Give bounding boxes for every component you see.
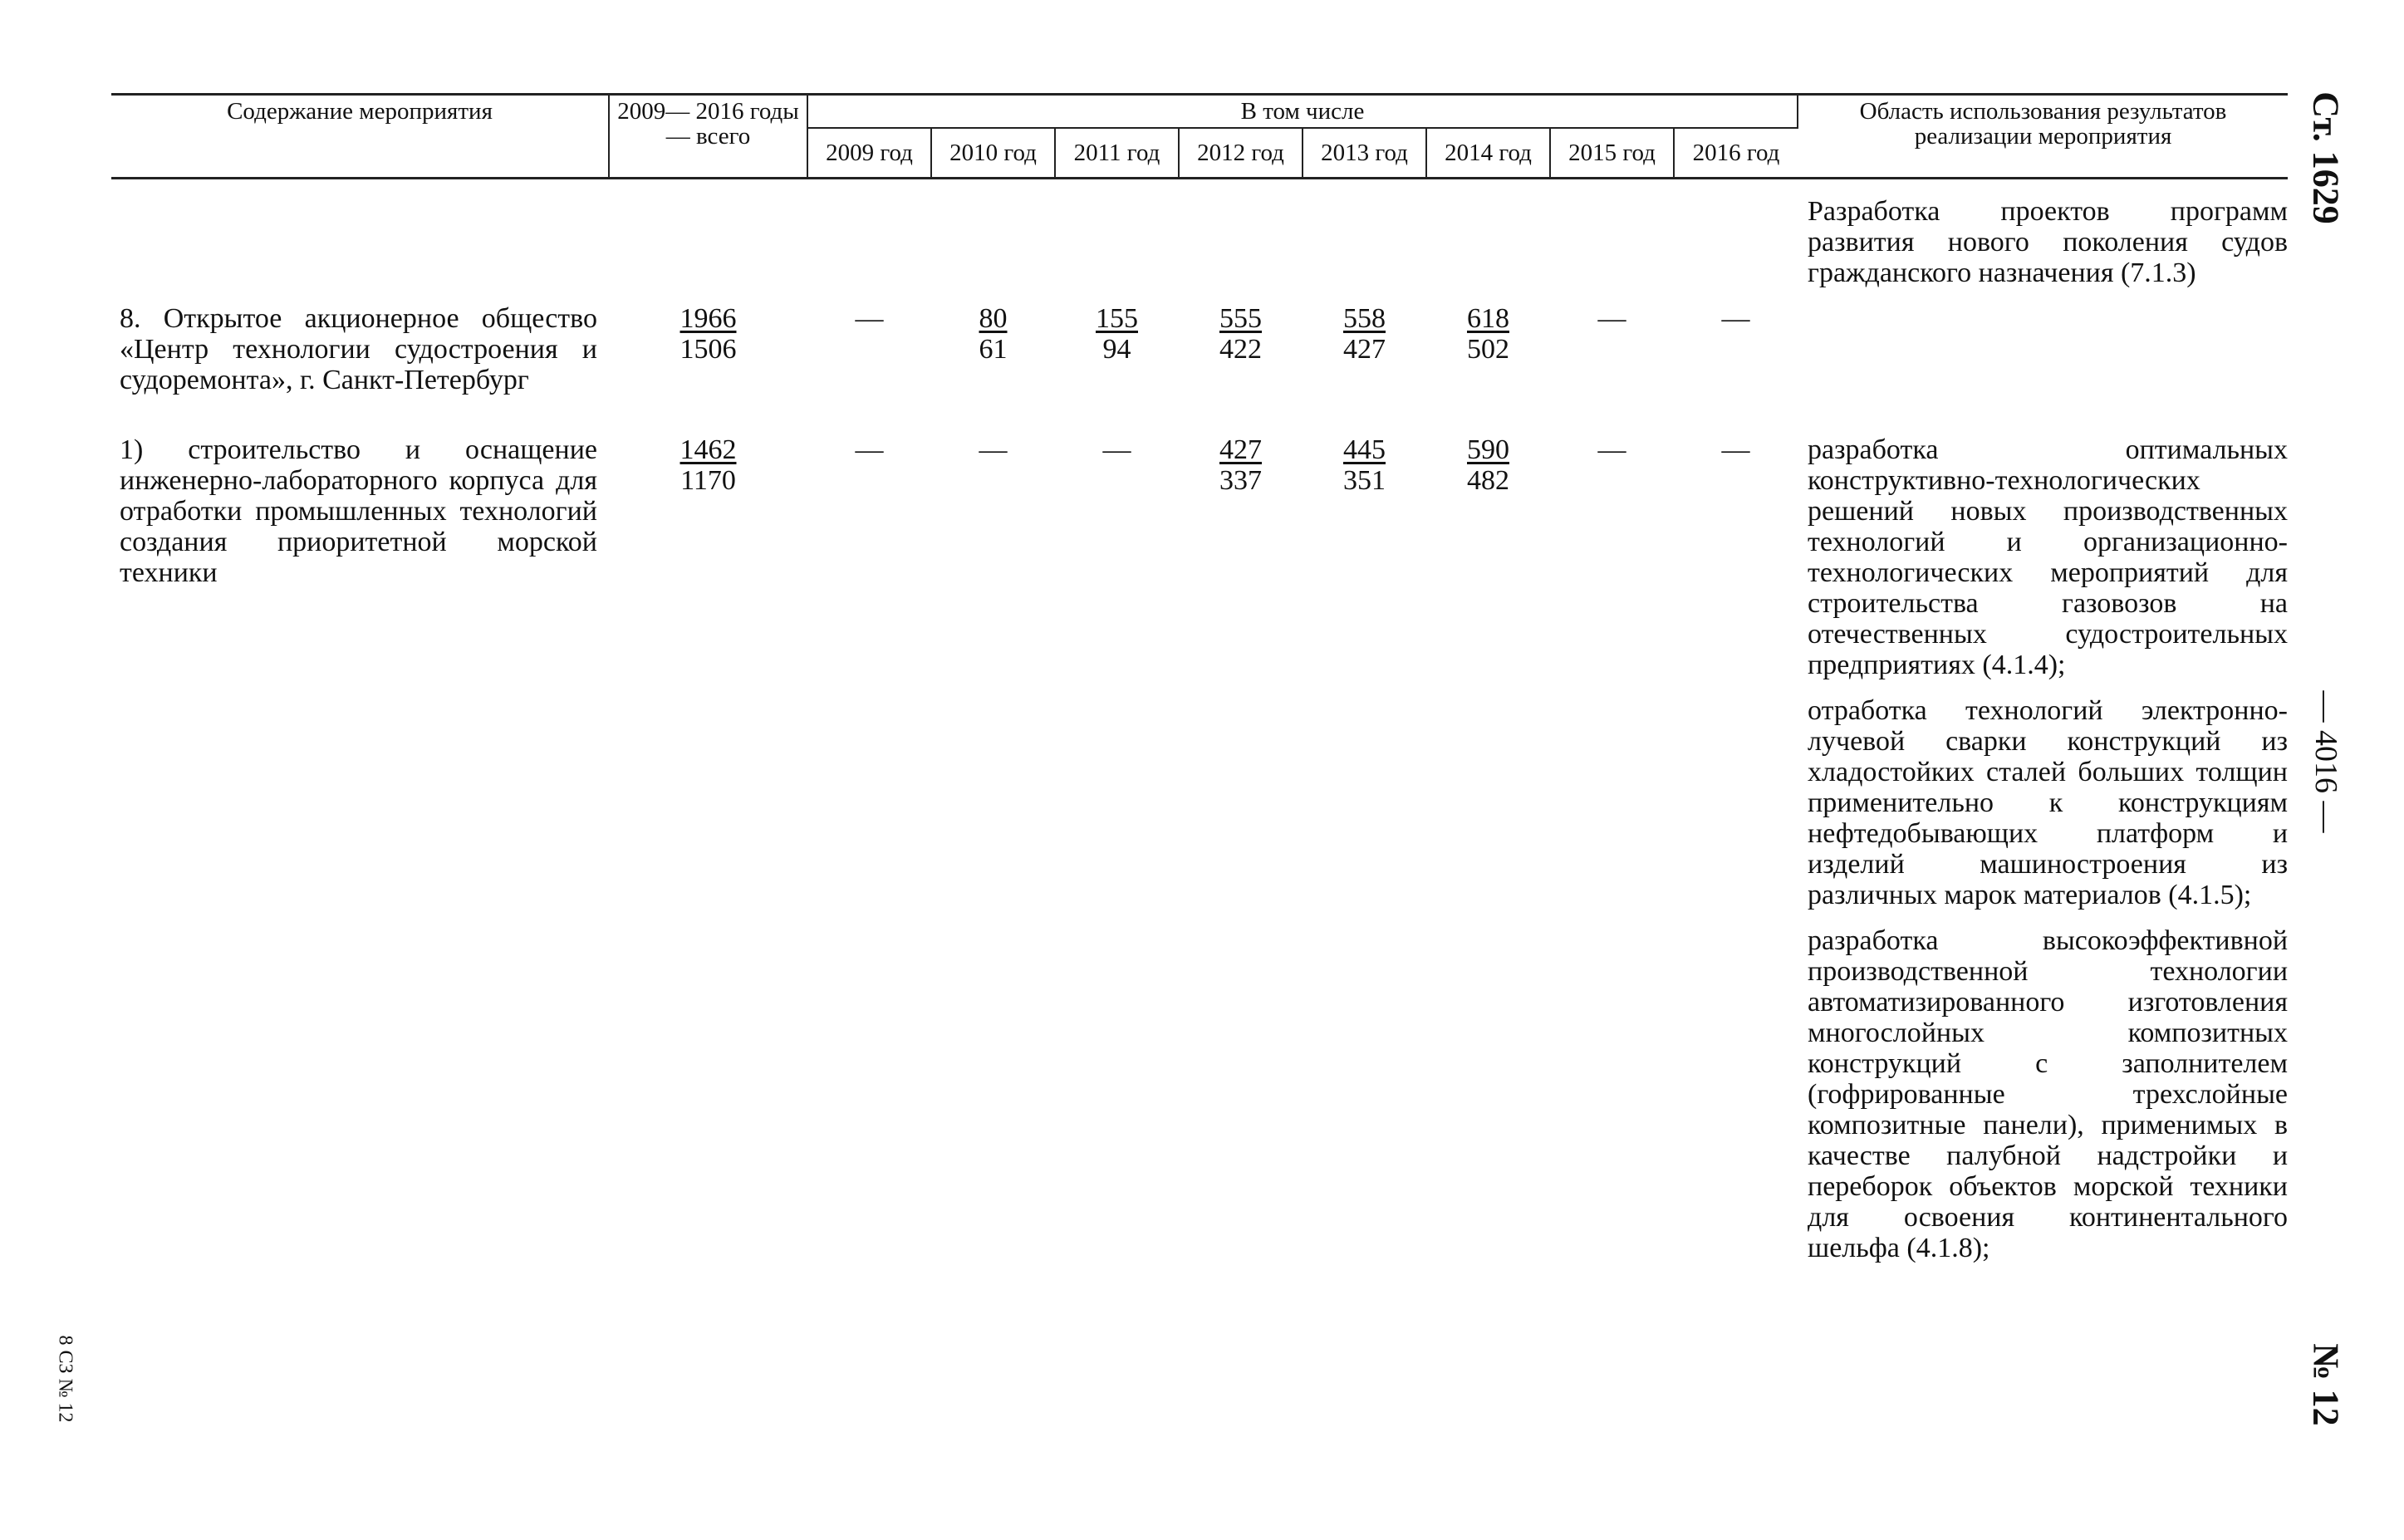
fraction — [1343, 303, 1386, 365]
year-value — [1055, 179, 1179, 304]
year-value — [1426, 303, 1550, 428]
total-value — [609, 428, 807, 1278]
value-bottom: 482 — [1467, 465, 1509, 496]
row-description — [111, 179, 609, 304]
area-paragraph: разработка оптимальных конструктивно-технологических решений новых производственных технологий и организационно-технологических мероприятий для строительства газовозов на отечественных судостроительных предприятиях (4.1.4); — [1808, 434, 2289, 680]
value-bottom: 502 — [1467, 334, 1509, 365]
area-paragraph: Разработка проектов программ развития нового поколения судов гражданского назначения (7.1.3) — [1808, 196, 2289, 288]
table-row — [111, 428, 2288, 1278]
year-value — [1550, 428, 1674, 1278]
measures-table — [111, 93, 2288, 1278]
fraction — [1598, 303, 1626, 334]
value-bottom: 1506 — [679, 334, 737, 365]
year-value — [1179, 179, 1303, 304]
value-top: 80 — [979, 303, 1008, 334]
value-top: 558 — [1343, 303, 1386, 334]
value-top: 155 — [1096, 303, 1138, 334]
area-paragraph: разработка высокоэффективной производственной технологии автоматизированного изготовления многослойных композитных конструкций с заполнителем (гофрированные трехслойные композитные панели), применимых в качестве палубной надстройки и переборок объектов морской техники для освоения континентального шельфа (4.1.8); — [1808, 925, 2289, 1263]
total-value — [609, 179, 807, 304]
value-bottom: 61 — [979, 334, 1008, 365]
fraction — [856, 303, 884, 334]
fraction — [979, 434, 1008, 465]
fraction — [1722, 303, 1750, 334]
value-bottom: 1170 — [680, 465, 736, 496]
header-year-2012: 2012 год — [1179, 128, 1303, 179]
value-bottom: 337 — [1219, 465, 1262, 496]
value-bottom: 94 — [1102, 334, 1131, 365]
row-description: 1) строительство и оснащение инженерно-лабораторного корпуса для отработки промышленных технологий создания приоритетной морской техники — [120, 434, 597, 588]
sheet-signature: 8 СЗ № 12 — [54, 1335, 76, 1423]
value-bottom: 422 — [1219, 334, 1262, 365]
table-row — [111, 179, 2288, 304]
fraction — [1467, 434, 1509, 496]
year-value — [1674, 179, 1798, 304]
year-value — [1674, 303, 1798, 428]
value-top: — — [1102, 434, 1131, 465]
year-value — [1550, 179, 1674, 304]
year-value — [931, 428, 1055, 1278]
row-area — [1798, 179, 2288, 304]
fraction — [1219, 434, 1262, 496]
page-article-number: Ст. 1629 — [2305, 91, 2347, 224]
fraction — [1103, 434, 1131, 465]
fraction — [1722, 434, 1750, 465]
header-including: В том числе — [807, 95, 1798, 129]
header-year-2009: 2009 год — [807, 128, 931, 179]
year-value — [1055, 428, 1179, 1278]
year-value — [1179, 428, 1303, 1278]
row-area — [1798, 303, 2288, 428]
year-value — [1550, 303, 1674, 428]
value-top: 618 — [1467, 303, 1509, 334]
value-top: — — [1597, 434, 1626, 465]
year-value — [807, 303, 931, 428]
value-top: 445 — [1343, 434, 1386, 465]
page-number: — 4016 — — [2308, 690, 2343, 833]
year-value — [1179, 303, 1303, 428]
value-top: 555 — [1219, 303, 1262, 334]
year-value — [1426, 179, 1550, 304]
year-value — [1303, 303, 1426, 428]
year-value — [1426, 428, 1550, 1278]
fraction — [1343, 434, 1386, 496]
row-area — [1798, 428, 2288, 1278]
value-top: — — [1721, 434, 1750, 465]
value-top: 1966 — [679, 303, 737, 334]
header-year-2011: 2011 год — [1055, 128, 1179, 179]
header-year-2013: 2013 год — [1303, 128, 1426, 179]
header-year-2010: 2010 год — [931, 128, 1055, 179]
year-value — [807, 428, 931, 1278]
value-top: — — [1721, 303, 1750, 334]
year-value — [1303, 179, 1426, 304]
year-value — [1055, 303, 1179, 428]
issue-number: № 12 — [2305, 1343, 2347, 1426]
value-bottom: 427 — [1343, 334, 1386, 365]
fraction — [856, 434, 884, 465]
total-value — [609, 303, 807, 428]
header-year-2016: 2016 год — [1674, 128, 1798, 179]
value-top: 1462 — [679, 434, 737, 465]
header-area: Область использования результатов реализации мероприятия — [1798, 95, 2288, 179]
header-total: 2009— 2016 годы — всего — [609, 95, 807, 179]
year-value — [1674, 428, 1798, 1278]
header-year-2014: 2014 год — [1426, 128, 1550, 179]
value-top: — — [979, 434, 1008, 465]
year-value — [807, 179, 931, 304]
header-year-2015: 2015 год — [1550, 128, 1674, 179]
table-row — [111, 303, 2288, 428]
fraction — [1598, 434, 1626, 465]
area-paragraph: отработка технологий электронно-лучевой сварки конструкций из хладостойких сталей больших толщин применительно к конструкциям нефтедобывающих платформ и изделий машиностроения из различных марок материалов (4.1.5); — [1808, 695, 2289, 910]
value-top: 590 — [1467, 434, 1509, 465]
fraction — [1467, 303, 1509, 365]
year-value — [931, 303, 1055, 428]
fraction — [1219, 303, 1262, 365]
fraction — [1096, 303, 1138, 365]
fraction — [680, 303, 737, 365]
header-description: Содержание мероприятия — [111, 95, 609, 179]
year-value — [931, 179, 1055, 304]
value-top: — — [855, 303, 884, 334]
year-value — [1303, 428, 1426, 1278]
fraction — [680, 434, 737, 496]
value-top: — — [855, 434, 884, 465]
value-top: — — [1597, 303, 1626, 334]
value-top: 427 — [1219, 434, 1262, 465]
value-bottom: 351 — [1343, 465, 1386, 496]
row-description: 8. Открытое акционерное общество «Центр технологии судостроения и судоремонта», г. Санкт-Петербург — [120, 303, 597, 395]
fraction — [979, 303, 1008, 365]
